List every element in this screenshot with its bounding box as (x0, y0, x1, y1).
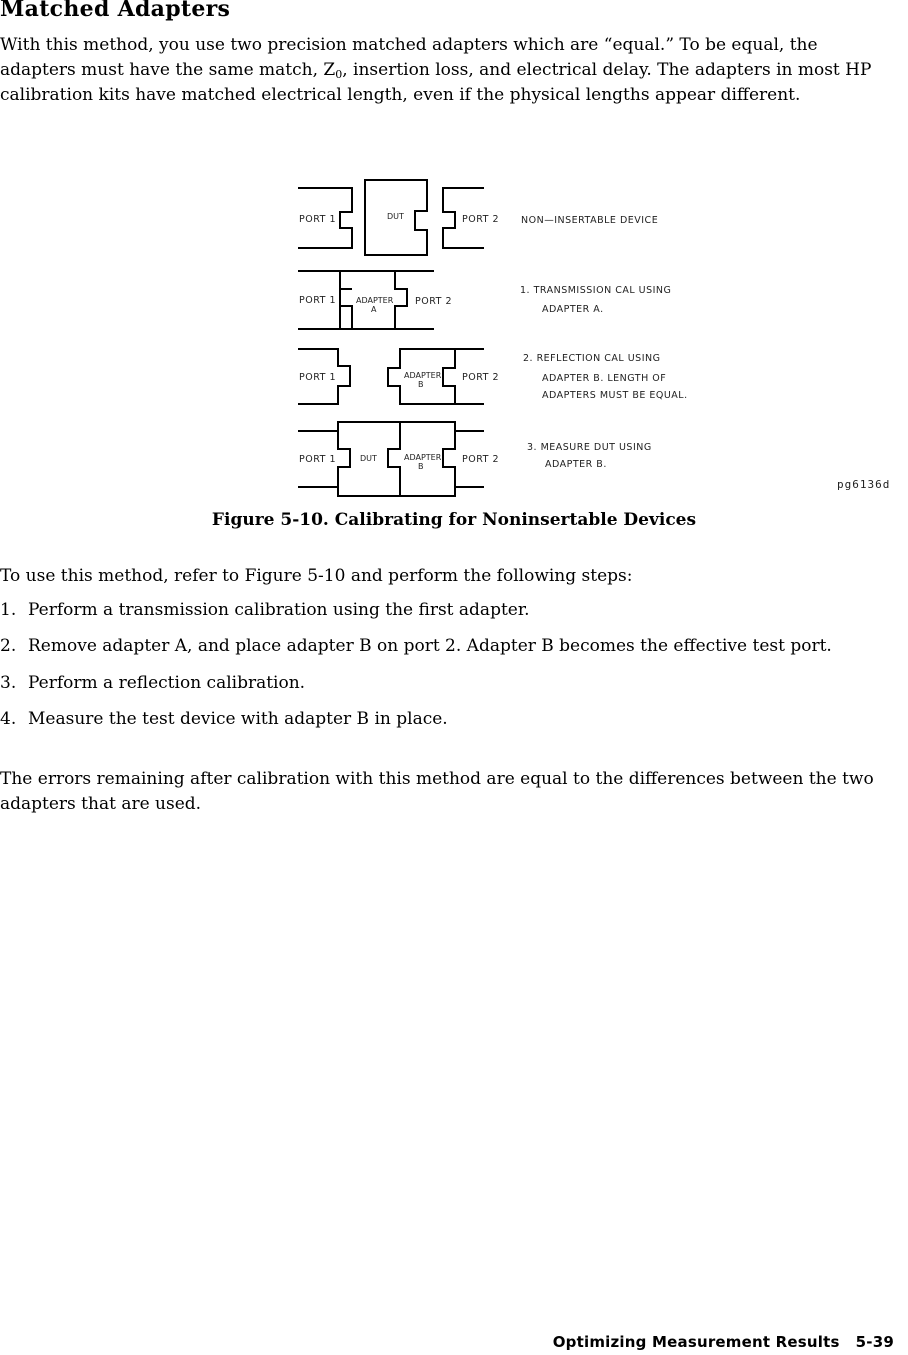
row3-adapter-id: B (418, 380, 424, 389)
step-item (0, 634, 880, 659)
row3-desc-line2: ADAPTER B. LENGTH OF (542, 373, 667, 384)
intro-text-part1: With this method, you use two precision matched adapters which are “equal.” To be equal, the adapters must have the same match, Z (0, 35, 818, 80)
step-text: Remove adapter A, and place adapter B on port 2. Adapter B becomes the effective test port. (28, 636, 832, 656)
row4-adapter-label: ADAPTER (404, 453, 442, 462)
row2-adapter-id: A (371, 305, 377, 314)
figure-caption: Figure 5-10. Calibrating for Noninsertable Devices (211, 510, 697, 530)
intro-paragraph (0, 33, 895, 108)
step-item (0, 598, 880, 623)
row3-adapter-label: ADAPTER (404, 371, 442, 380)
row1-port1-label: PORT 1 (299, 214, 336, 225)
row2-port2-label: PORT 2 (415, 296, 452, 307)
row1-port2-label: PORT 2 (462, 214, 499, 225)
z0-subscript: 0 (335, 68, 343, 81)
step-text: Perform a transmission calibration using the first adapter. (28, 600, 530, 620)
row4-port2-label: PORT 2 (462, 454, 499, 465)
row1-dut-label: DUT (387, 212, 404, 221)
figure-diagram (0, 160, 908, 505)
footer-section-title: Optimizing Measurement Results (552, 1333, 840, 1351)
row3-desc-line1: 2. REFLECTION CAL USING (523, 353, 661, 364)
row3-port1-label: PORT 1 (299, 372, 336, 383)
row3-port2-label: PORT 2 (462, 372, 499, 383)
row2-desc-line2: ADAPTER A. (542, 304, 604, 315)
intro-text-part2: , insertion loss, and electrical delay. The adapters in most HP calibration kits have matched electrical length, even if the physical lengths appear different. (0, 60, 872, 105)
closing-paragraph: The errors remaining after calibration with this method are equal to the differences between the two adapters that are used. (0, 769, 874, 814)
calibration-diagram-svg (0, 160, 908, 505)
figure-id: pg6136d (837, 478, 891, 491)
page-footer (537, 1333, 894, 1351)
row2-port1-label: PORT 1 (299, 295, 336, 306)
step-number: 4. (0, 709, 17, 729)
step-text: Measure the test device with adapter B in place. (28, 709, 448, 729)
row4-port1-label: PORT 1 (299, 454, 336, 465)
row4-desc-line1: 3. MEASURE DUT USING (527, 442, 652, 453)
row2-desc-line1: 1. TRANSMISSION CAL USING (520, 285, 672, 296)
step-item (0, 707, 880, 732)
row3-desc-line3: ADAPTERS MUST BE EQUAL. (542, 390, 688, 401)
step-number: 2. (0, 636, 17, 656)
step-item (0, 671, 880, 696)
row2-adapter-label: ADAPTER (356, 296, 394, 305)
steps-list (0, 598, 880, 732)
row4-desc-line2: ADAPTER B. (545, 459, 607, 470)
page-number: 5-39 (855, 1333, 894, 1351)
row4-adapter-id: B (418, 462, 424, 471)
step-number: 1. (0, 600, 17, 620)
step-number: 3. (0, 673, 17, 693)
row1-desc-line1: NON—INSERTABLE DEVICE (521, 215, 659, 226)
steps-intro: To use this method, refer to Figure 5-10 and perform the following steps: (0, 566, 633, 586)
section-heading: Matched Adapters (0, 0, 231, 22)
row4-dut-label: DUT (360, 454, 377, 463)
step-text: Perform a reflection calibration. (28, 673, 306, 693)
